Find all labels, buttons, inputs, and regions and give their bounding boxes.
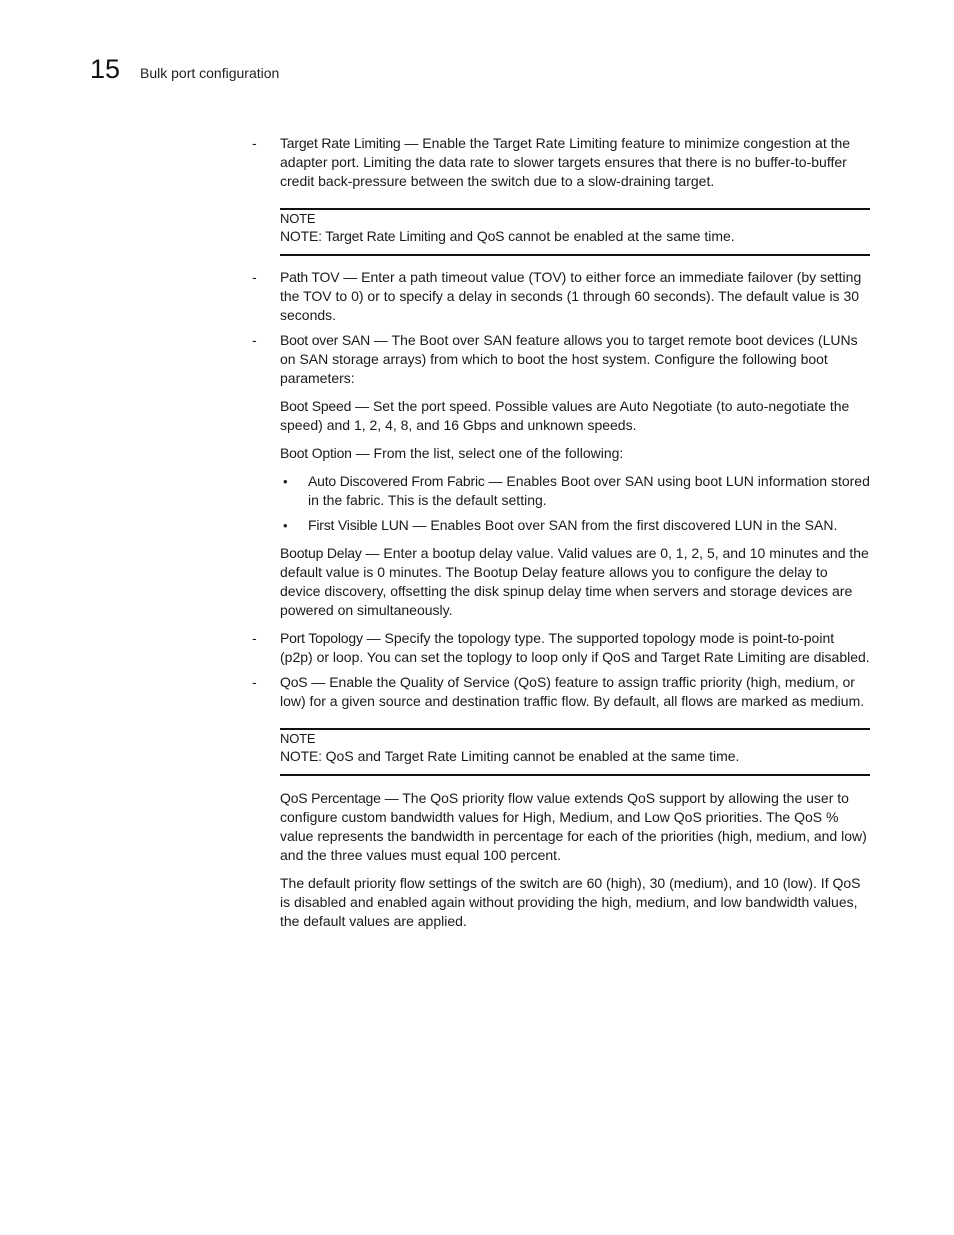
term: Boot over SAN [280, 332, 370, 348]
note-text [280, 747, 870, 766]
term: Boot Speed [280, 398, 352, 414]
note-box [280, 208, 870, 256]
paragraph [280, 444, 870, 463]
list-item-qos [252, 673, 870, 711]
term: QoS Percentage [280, 790, 381, 806]
paragraph [308, 516, 870, 535]
note-suffix: cannot be enabled at the same time. [504, 228, 735, 244]
note-mid: and [445, 228, 477, 244]
boot-speed-paragraph [252, 397, 870, 435]
paragraph [280, 134, 870, 191]
term: Boot Option [280, 445, 352, 461]
paragraph [280, 544, 870, 620]
description: — Set the port speed. Possible values are Auto Negotiate (to auto-negotiate the speed) and 1, 2, 4, 8, and 16 Gbps and unknown speeds. [280, 398, 850, 433]
bullet-item-auto-discovered [252, 472, 870, 510]
qos-percentage-paragraph [252, 789, 870, 865]
description: — The Boot over SAN feature allows you to target remote boot devices (LUNs on SAN storage arrays) from which to boot the host system. Configure the following boot parameters: [280, 332, 858, 386]
paragraph [308, 472, 870, 510]
chapter-title: Bulk port configuration [140, 65, 280, 81]
dash-marker: - [252, 332, 257, 348]
paragraph [280, 789, 870, 865]
bullet-marker: • [283, 474, 288, 489]
term: Path TOV [280, 269, 340, 285]
list-item-target-rate-limiting [252, 134, 870, 191]
description: — Enter a path timeout value (TOV) to either force an immediate failover (by setting the TOV to 0) or to specify a delay in seconds (1 through 60 seconds). The default value is 30 seconds. [280, 269, 862, 323]
term: First Visible LUN [308, 517, 409, 533]
description: — Enables Boot over SAN using boot LUN information stored in the fabric. This is the default setting. [308, 473, 870, 508]
description: — Specify the topology type. The supported topology mode is point-to-point (p2p) or loop. You can set the toplogy to loop only if QoS and Target Rate Limiting are disabled. [280, 630, 870, 665]
description: — The QoS priority flow value extends QoS support by allowing the user to configure custom bandwidth values for High, Medium, and Low QoS priorities. The QoS % value represents the bandwidth in percentage for each of the priorities (high, medium, and low) and the three values must equal 100 percent. [280, 790, 867, 863]
paragraph [280, 629, 870, 667]
dash-marker: - [252, 269, 257, 285]
bootup-delay-paragraph [252, 544, 870, 620]
term: QoS [280, 674, 308, 690]
description: — Enables Boot over SAN from the first discovered LUN in the SAN. [408, 517, 838, 533]
term: QoS [476, 228, 505, 244]
term: Bootup Delay [280, 545, 362, 561]
list-item-path-tov [252, 268, 870, 325]
description: — Enable the Target Rate Limiting feature to minimize congestion at the adapter port. Limiting the data rate to slower targets ensures that there is no buffer-to-buffer credit back-pressure between the switch due to a slow-draining target. [280, 135, 851, 189]
term: Auto Discovered From Fabric [308, 473, 485, 489]
description: — Enter a bootup delay value. Valid values are 0, 1, 2, 5, and 10 minutes and the default value is 0 minutes. The Bootup Delay feature allows you to configure the delay to device discovery, offsetting the disk spinup delay time when servers and storage devices are powered on simultaneously. [280, 545, 869, 618]
boot-option-paragraph [252, 444, 870, 463]
term: Target Rate Limiting [325, 228, 446, 244]
default-flow-paragraph [252, 874, 870, 931]
list-item-port-topology [252, 629, 870, 667]
note-box [280, 728, 870, 776]
bullet-item-first-visible-lun [252, 516, 870, 535]
bullet-marker: • [283, 518, 288, 533]
dash-marker: - [252, 135, 257, 151]
term: Target Rate Limiting [280, 135, 401, 151]
paragraph: The default priority flow settings of the switch are 60 (high), 30 (medium), and 10 (low). If QoS is disabled and enabled again without providing the high, medium, and low bandwidth values, the default values are applied. [280, 875, 861, 929]
dash-marker: - [252, 630, 257, 646]
note-prefix: NOTE: [280, 228, 326, 244]
paragraph [280, 268, 870, 325]
note-caption: NOTE [280, 731, 316, 746]
note-text [280, 227, 870, 246]
term: Port Topology [280, 630, 363, 646]
note-prefix: NOTE: [280, 748, 322, 764]
dash-marker: - [252, 674, 257, 690]
paragraph [280, 673, 870, 711]
page-content [252, 134, 870, 931]
chapter-number: 15 [90, 54, 121, 84]
description: — Enable the Quality of Service (QoS) feature to assign traffic priority (high, medium, or low) for a given source and destination traffic flow. By default, all flows are marked as medium. [280, 674, 865, 709]
note-caption: NOTE [280, 211, 316, 226]
description: — From the list, select one of the following: [351, 445, 624, 461]
paragraph [280, 331, 870, 388]
list-item-boot-over-san [252, 331, 870, 388]
paragraph [280, 397, 870, 435]
note-body: QoS and Target Rate Limiting cannot be enabled at the same time. [321, 748, 740, 764]
